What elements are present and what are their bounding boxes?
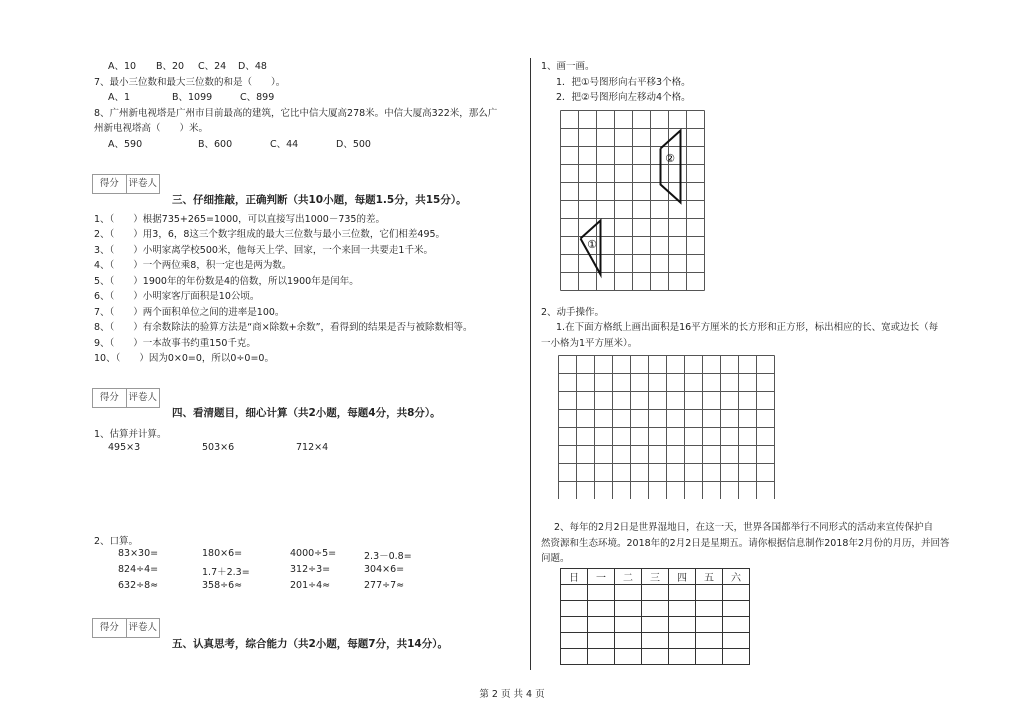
calendar-question-line2: 然资源和生态环境。2018年的2月2日是星期五。请你根据信息制作2018年2月份的月历，并回答: [541, 538, 950, 549]
question-8-line2: 州新电视塔高（ ）米。: [94, 123, 209, 134]
judge-item-2: 2、（ ）用3，6，8这三个数字组成的最大三位数与最小三位数，它们相差495。: [94, 229, 446, 240]
judge-item-5: 5、（ ）1900年的年份数是4的倍数，所以1900年是闰年。: [94, 276, 359, 287]
draw-sub-1: 1．把①号图形向右平移3个格。: [556, 77, 691, 88]
calendar-header: 五: [696, 569, 723, 585]
calendar-header: 六: [723, 569, 750, 585]
calendar-row: [561, 633, 750, 649]
section-3-title: 三、仔细推敲，正确判断（共10小题，每题1.5分，共15分）。: [172, 194, 467, 206]
calendar-cell[interactable]: [588, 601, 615, 617]
q6-option-a: A、10: [108, 61, 137, 72]
calendar-cell[interactable]: [669, 585, 696, 601]
shape-2-trapezoid: [661, 131, 681, 203]
calendar-cell[interactable]: [723, 617, 750, 633]
question-7: 7、最小三位数和最大三位数的和是（ ）。: [94, 77, 286, 88]
calendar-cell[interactable]: [588, 633, 615, 649]
calendar-cell[interactable]: [669, 649, 696, 665]
calendar-cell[interactable]: [696, 649, 723, 665]
operation-text-1: 1.在下面方格纸上画出面积是16平方厘米的长方形和正方形，标出相应的长、宽或边长（每: [556, 322, 939, 333]
oral-item: 304×6=: [364, 564, 405, 575]
calendar-cell[interactable]: [723, 649, 750, 665]
calendar-header: 日: [561, 569, 588, 585]
score-label: 得分: [93, 175, 127, 193]
calendar-cell[interactable]: [696, 601, 723, 617]
calendar-cell[interactable]: [642, 649, 669, 665]
calendar-question-line3: 问题。: [541, 553, 570, 564]
score-box-section-3: [92, 174, 160, 194]
score-label: 得分: [93, 389, 127, 407]
judge-item-3: 3、（ ）小明家离学校500米，他每天上学、回家，一个来回一共要走1千米。: [94, 245, 433, 256]
oral-calc-question: 2、口算。: [94, 536, 139, 547]
calendar-row: [561, 649, 750, 665]
q6-option-b: B、20: [156, 61, 185, 72]
calendar-header: 四: [669, 569, 696, 585]
oral-item: 83×30=: [118, 548, 159, 559]
calendar-cell[interactable]: [561, 585, 588, 601]
calendar-cell[interactable]: [561, 633, 588, 649]
calendar-header: 三: [642, 569, 669, 585]
draw-question: 1、画一画。: [541, 61, 595, 72]
calendar-cell[interactable]: [696, 633, 723, 649]
calendar-cell[interactable]: [615, 617, 642, 633]
calendar-question-line1: 2、每年的2月2日是世界湿地日，在这一天，世界各国都举行不同形式的活动来宣传保护自: [554, 522, 934, 533]
oral-item: 312÷3=: [290, 564, 331, 575]
calendar-row: [561, 601, 750, 617]
oral-item: 277÷7≈: [364, 580, 405, 591]
calendar-cell[interactable]: [615, 649, 642, 665]
calendar-cell[interactable]: [588, 649, 615, 665]
column-divider: [530, 58, 531, 670]
q8-option-d: D、500: [336, 139, 371, 150]
calendar-cell[interactable]: [669, 617, 696, 633]
q7-option-a: A、1: [108, 92, 131, 103]
oral-item: 358÷6≈: [202, 580, 243, 591]
estimate-item-1: 495×3: [108, 442, 141, 453]
calendar-header: 二: [615, 569, 642, 585]
area-grid: [558, 355, 778, 499]
calendar-cell[interactable]: [723, 601, 750, 617]
q6-option-d: D、48: [238, 61, 267, 72]
calendar-row: [561, 617, 750, 633]
q7-option-c: C、899: [240, 92, 275, 103]
estimate-question: 1、估算并计算。: [94, 429, 167, 440]
calendar-cell[interactable]: [696, 585, 723, 601]
calendar-cell[interactable]: [669, 601, 696, 617]
calendar-header-row: [561, 569, 750, 585]
estimate-item-3: 712×4: [296, 442, 329, 453]
translation-grid: [560, 110, 720, 292]
oral-item: 201÷4≈: [290, 580, 331, 591]
calendar-cell[interactable]: [588, 617, 615, 633]
judge-item-9: 9、（ ）一本故事书约重150千克。: [94, 338, 256, 349]
calendar-cell[interactable]: [642, 585, 669, 601]
estimate-item-2: 503×6: [202, 442, 235, 453]
judge-item-4: 4、（ ）一个两位乘8，积一定也是两为数。: [94, 260, 292, 271]
calendar-cell[interactable]: [561, 649, 588, 665]
q8-option-a: A、590: [108, 139, 143, 150]
calendar-cell[interactable]: [615, 601, 642, 617]
reviewer-label: 评卷人: [128, 178, 157, 189]
judge-item-8: 8、（ ）有余数除法的验算方法是“商×除数+余数”，看得到的结果是否与被除数相等。: [94, 322, 473, 333]
calendar-cell[interactable]: [642, 617, 669, 633]
oral-item: 824÷4=: [118, 564, 159, 575]
reviewer-label: 评卷人: [128, 622, 157, 633]
judge-item-10: 10、（ ）因为0×0=0，所以0÷0=0。: [94, 353, 274, 364]
score-box-section-5: [92, 618, 160, 638]
oral-item: 632÷8≈: [118, 580, 159, 591]
oral-item: 180×6=: [202, 548, 243, 559]
calendar-cell[interactable]: [561, 617, 588, 633]
shape-2-label: ②: [665, 152, 675, 165]
q8-option-c: C、44: [270, 139, 299, 150]
calendar-cell[interactable]: [696, 617, 723, 633]
score-box-section-4: [92, 388, 160, 408]
score-label: 得分: [93, 619, 127, 637]
grid-lines: [559, 356, 775, 500]
judge-item-7: 7、（ ）两个面积单位之间的进率是100。: [94, 307, 285, 318]
draw-sub-2: 2．把②号图形向左移动4个格。: [556, 92, 691, 103]
operation-question: 2、动手操作。: [541, 307, 605, 318]
calendar-cell[interactable]: [642, 601, 669, 617]
calendar-cell[interactable]: [669, 633, 696, 649]
oral-item: 1.7＋2.3=: [202, 567, 250, 578]
q8-option-b: B、600: [198, 139, 233, 150]
oral-item: 4000÷5=: [290, 548, 337, 559]
section-5-title: 五、认真思考，综合能力（共2小题，每题7分，共14分）。: [172, 638, 448, 650]
judge-item-1: 1、（ ）根据735+265=1000，可以直接写出1000－735的差。: [94, 214, 385, 225]
calendar-row: [561, 585, 750, 601]
calendar-cell[interactable]: [723, 633, 750, 649]
page-footer: 第 2 页 共 4 页: [479, 689, 545, 700]
calendar-table: [560, 568, 750, 665]
reviewer-label: 评卷人: [128, 392, 157, 403]
calendar-header: 一: [588, 569, 615, 585]
grid-lines: [561, 111, 705, 291]
shape-1-label: ①: [587, 238, 597, 251]
calendar-cell[interactable]: [588, 585, 615, 601]
calendar-cell[interactable]: [615, 585, 642, 601]
section-4-title: 四、看清题目，细心计算（共2小题，每题4分，共8分）。: [172, 407, 441, 419]
q6-option-c: C、24: [198, 61, 227, 72]
calendar-cell[interactable]: [615, 633, 642, 649]
calendar-cell[interactable]: [561, 601, 588, 617]
calendar-cell[interactable]: [642, 633, 669, 649]
calendar-cell[interactable]: [723, 585, 750, 601]
oral-item: 2.3－0.8=: [364, 551, 412, 562]
operation-text-2: 一小格为1平方厘米）。: [541, 338, 638, 349]
question-8-line1: 8、广州新电视塔是广州市目前最高的建筑，它比中信大厦高278米。中信大厦高322米，那么广: [94, 108, 498, 119]
judge-item-6: 6、（ ）小明家客厅面积是10公顷。: [94, 291, 260, 302]
q7-option-b: B、1099: [172, 92, 213, 103]
